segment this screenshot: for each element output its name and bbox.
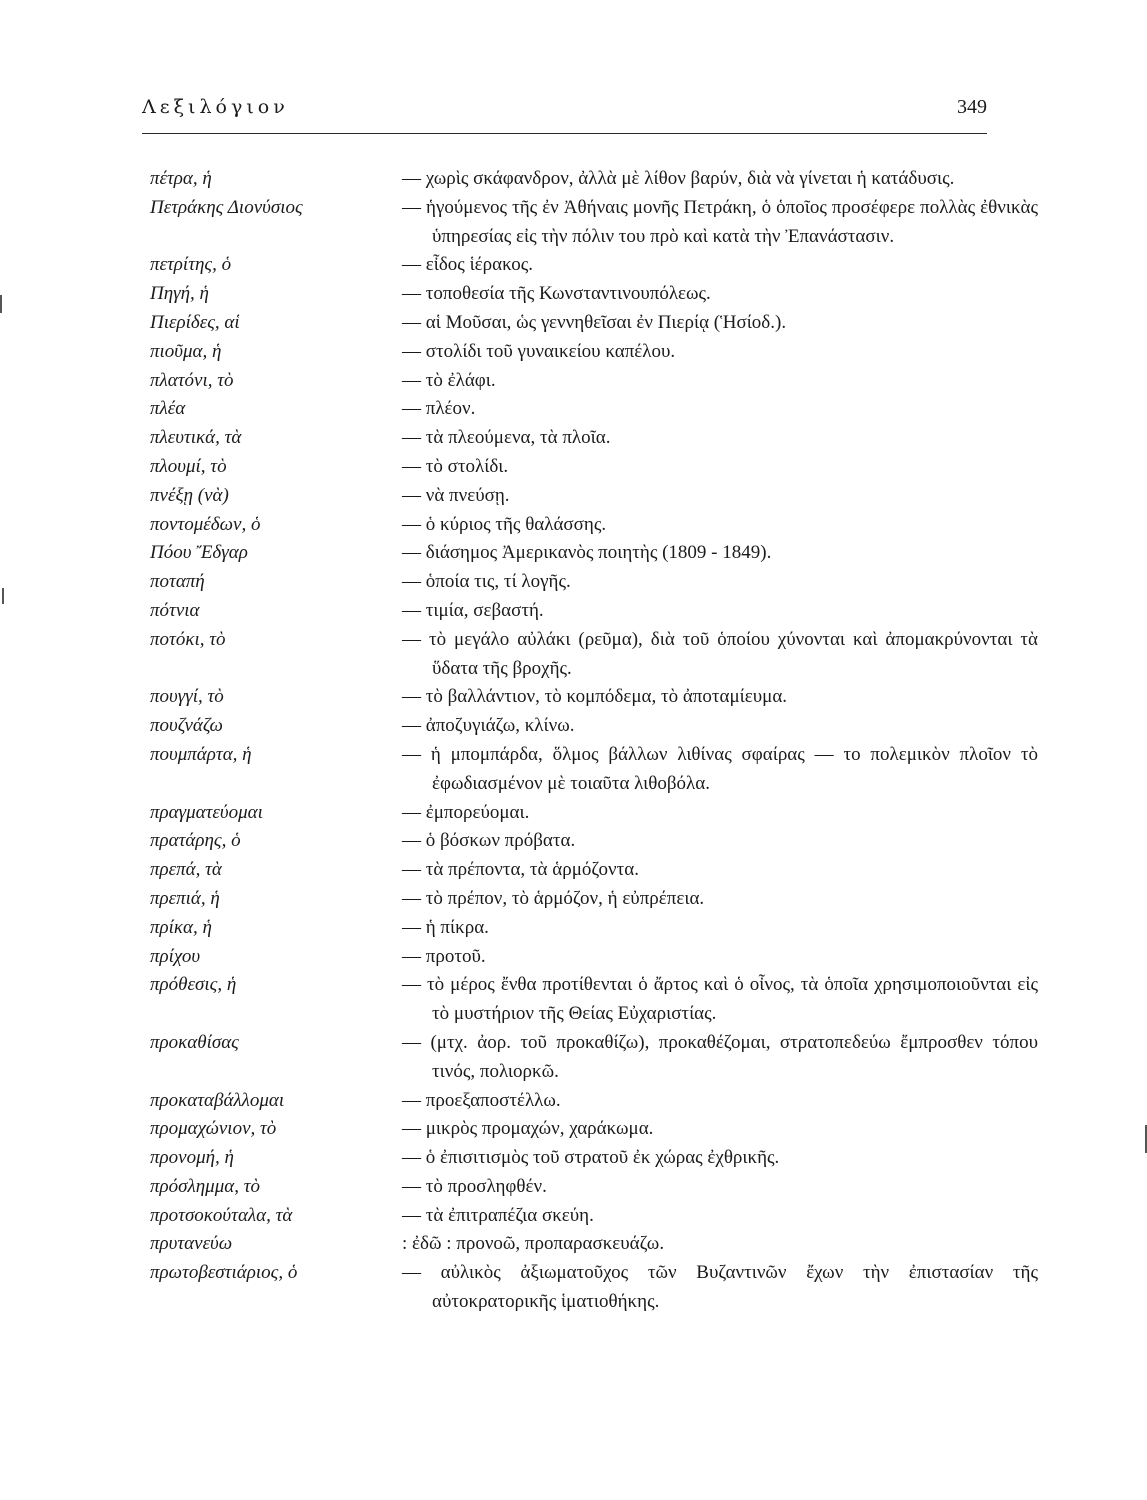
- glossary-entry: [0, 1202, 1147, 1231]
- glossary-entry: [0, 424, 1147, 453]
- entry-definition: — αἱ Μοῦσαι, ὡς γεννηθεῖσαι ἐν Πιερίᾳ (Ἡσίοδ.).: [402, 311, 787, 333]
- entry-term: πνέξῃ (νὰ): [150, 484, 229, 506]
- glossary-entry: [0, 597, 1147, 626]
- glossary-entry: [0, 712, 1147, 741]
- glossary-entry: [0, 683, 1147, 712]
- entry-definition: — τοποθεσία τῆς Κωνσταντινουπόλεως.: [402, 283, 711, 305]
- entry-definition: — χωρὶς σκάφανδρον, ἀλλὰ μὲ λίθον βαρύν, διὰ νὰ γίνεται ἡ κατάδυσις.: [402, 168, 955, 189]
- entry-definition: — τὸ ἐλάφι.: [402, 369, 496, 391]
- entry-term: πρυτανεύω: [150, 1233, 233, 1255]
- glossary-entry: [0, 453, 1147, 482]
- entry-definition: — ὁποία τις, τί λογῆς.: [402, 571, 571, 593]
- entry-definition: — τὰ ἐπιτραπέζια σκεύη.: [402, 1204, 594, 1226]
- entry-term: πουγγί, τὸ: [150, 686, 224, 708]
- entry-definition: — τὰ πλεούμενα, τὰ πλοῖα.: [402, 427, 611, 449]
- glossary-entry: [0, 568, 1147, 597]
- entry-definition: — νὰ πνεύσῃ.: [402, 484, 510, 506]
- glossary-entry: [0, 971, 1147, 1029]
- glossary-entry: [0, 1029, 1147, 1087]
- entry-definition: — τὸ στολίδι.: [402, 455, 509, 477]
- glossary-entry: [0, 1087, 1147, 1116]
- entry-definition: — τὸ μεγάλο αὐλάκι (ρεῦμα), διὰ τοῦ ὁποίου χύνονται καὶ ἀπομακρύνονται τὰ ὕδατα τῆς βροχῆς.: [402, 628, 1038, 679]
- entry-term: Πιερίδες, αἱ: [150, 311, 240, 333]
- entry-term: προνομή, ἡ: [150, 1147, 234, 1169]
- glossary-entry: [0, 482, 1147, 511]
- glossary-entry: [0, 741, 1147, 799]
- entry-term: πότνια: [150, 599, 200, 621]
- glossary-entry: [0, 1115, 1147, 1144]
- entry-term: προτσοκούταλα, τὰ: [150, 1204, 293, 1226]
- glossary-list: [0, 165, 1147, 1317]
- entry-term: πρατάρης, ὁ: [150, 830, 241, 852]
- glossary-entry: [0, 885, 1147, 914]
- entry-definition: — μικρὸς προμαχών, χαράκωμα.: [402, 1118, 654, 1140]
- entry-definition: — ἀποζυγιάζω, κλίνω.: [402, 715, 575, 737]
- entry-term: ποταπή: [150, 571, 205, 593]
- entry-term: πλατόνι, τὸ: [150, 369, 234, 391]
- entry-term: Πόου Ἔδγαρ: [150, 542, 248, 564]
- running-head: Λεξιλόγιον: [142, 96, 289, 118]
- entry-term: πέτρα, ἡ: [150, 168, 212, 189]
- entry-definition: — αὐλικὸς ἀξιωματοῦχος τῶν Βυζαντινῶν ἔχων τὴν ἐπιστασίαν τῆς αὐτοκρατορικῆς ἱματιοθήκης.: [402, 1262, 1038, 1313]
- glossary-entry: [0, 367, 1147, 396]
- glossary-entry: [0, 626, 1147, 684]
- glossary-entry: [0, 194, 1147, 252]
- entry-term: πρίχου: [150, 945, 201, 967]
- entry-definition: — πλέον.: [402, 398, 476, 420]
- entry-term: πλέα: [150, 398, 186, 420]
- glossary-entry: [0, 165, 1147, 194]
- glossary-entry: [0, 943, 1147, 972]
- glossary-entry: [0, 511, 1147, 540]
- entry-term: ποτόκι, τὸ: [150, 628, 226, 650]
- entry-definition: — ἡγούμενος τῆς ἐν Ἀθήναις μονῆς Πετράκη, ὁ ὁποῖος προσέφερε πολλὰς ἐθνικὰς ὑπηρεσίας εἰς τὴν πόλιν του πρὸ καὶ κατὰ τὴν Ἐπανάστασιν.: [402, 196, 1038, 247]
- entry-definition: — ὁ ἐπισιτισμὸς τοῦ στρατοῦ ἐκ χώρας ἐχθρικῆς.: [402, 1147, 780, 1169]
- entry-definition: — (μτχ. ἀορ. τοῦ προκαθίζω), προκαθέζομαι, στρατοπεδεύω ἔμπροσθεν τόπου τινός, πολιορκῶ.: [402, 1031, 1038, 1082]
- entry-definition: — τὸ μέρος ἔνθα προτίθενται ὁ ἄρτος καὶ ὁ οἶνος, τὰ ὁποῖα χρησιμοποιοῦνται εἰς τὸ μυστήριον τῆς Θείας Εὐχαριστίας.: [402, 974, 1038, 1025]
- entry-term: Πηγή, ἡ: [150, 283, 209, 305]
- glossary-entry: [0, 1259, 1147, 1317]
- entry-term: πετρίτης, ὁ: [150, 254, 232, 276]
- entry-definition: — ὁ κύριος τῆς θαλάσσης.: [402, 513, 607, 535]
- entry-term: πρεπά, τὰ: [150, 859, 222, 881]
- glossary-entry: [0, 1173, 1147, 1202]
- entry-term: προκαθίσας: [150, 1031, 239, 1053]
- entry-term: πραγματεύομαι: [150, 801, 263, 823]
- header-rule: [142, 133, 987, 134]
- glossary-entry: [0, 539, 1147, 568]
- entry-definition: — ὁ βόσκων πρόβατα.: [402, 830, 576, 852]
- entry-definition: — στολίδι τοῦ γυναικείου καπέλου.: [402, 340, 676, 362]
- glossary-entry: [0, 395, 1147, 424]
- glossary-entry: [0, 856, 1147, 885]
- entry-term: πλευτικά, τὰ: [150, 427, 242, 449]
- glossary-entry: [0, 914, 1147, 943]
- glossary-entry: [0, 338, 1147, 367]
- glossary-entry: [0, 1144, 1147, 1173]
- entry-term: πρωτοβεστιάριος, ὁ: [150, 1262, 298, 1284]
- entry-term: Πετράκης Διονύσιος: [150, 196, 303, 218]
- entry-term: πουζνάζω: [150, 715, 223, 737]
- entry-term: πρεπιά, ἡ: [150, 887, 220, 909]
- entry-term: πουμπάρτα, ἡ: [150, 743, 252, 765]
- entry-term: ποντομέδων, ὁ: [150, 513, 261, 535]
- entry-definition: — ἡ πίκρα.: [402, 916, 489, 938]
- entry-definition: — τὸ προσληφθέν.: [402, 1175, 547, 1197]
- glossary-entry: [0, 280, 1147, 309]
- entry-term: πιοῦμα, ἡ: [150, 340, 222, 362]
- entry-definition: — τὰ πρέποντα, τὰ ἁρμόζοντα.: [402, 859, 639, 881]
- entry-term: προμαχώνιον, τὸ: [150, 1118, 277, 1140]
- page-number: 349: [957, 96, 987, 118]
- entry-term: πλουμί, τὸ: [150, 455, 227, 477]
- entry-definition: — ἡ μπομπάρδα, ὅλμος βάλλων λιθίνας σφαίρας — το πολεμικὸν πλοῖον τὸ ἐφωδιασμένον μὲ τοιαῦτα λιθοβόλα.: [402, 743, 1038, 794]
- glossary-entry: [0, 1230, 1147, 1259]
- entry-definition: : ἐδῶ : προνοῶ, προπαρασκευάζω.: [402, 1233, 665, 1255]
- entry-term: πρόσλημμα, τὸ: [150, 1175, 261, 1197]
- entry-definition: — τιμία, σεβαστή.: [402, 599, 544, 621]
- entry-definition: — τὸ πρέπον, τὸ ἁρμόζον, ἡ εὐπρέπεια.: [402, 887, 705, 909]
- entry-term: πρίκα, ἡ: [150, 916, 212, 938]
- entry-definition: — διάσημος Ἀμερικανὸς ποιητὴς (1809 - 1849).: [402, 542, 772, 564]
- entry-definition: — τὸ βαλλάντιον, τὸ κομπόδεμα, τὸ ἀποταμίευμα.: [402, 686, 788, 708]
- glossary-entry: [0, 309, 1147, 338]
- entry-definition: — ἐμπορεύομαι.: [402, 801, 530, 823]
- glossary-entry: [0, 251, 1147, 280]
- glossary-entry: [0, 799, 1147, 828]
- glossary-entry: [0, 827, 1147, 856]
- entry-definition: — προεξαποστέλλω.: [402, 1089, 561, 1111]
- entry-definition: — εἶδος ἱέρακος.: [402, 254, 534, 276]
- entry-term: προκαταβάλλομαι: [150, 1089, 285, 1111]
- entry-term: πρόθεσις, ἡ: [150, 974, 237, 996]
- entry-definition: — προτοῦ.: [402, 945, 486, 967]
